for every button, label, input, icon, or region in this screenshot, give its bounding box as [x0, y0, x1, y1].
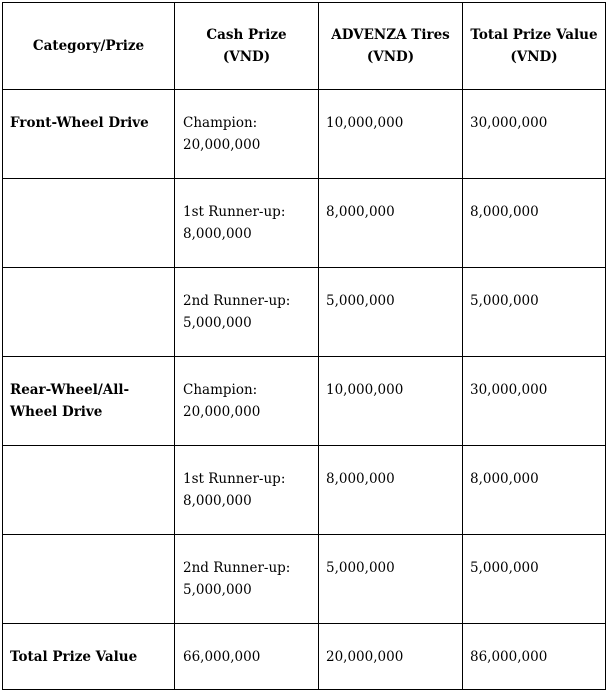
header-cash-prize: Cash Prize (VND)	[175, 3, 319, 90]
grand-total-cell: 86,000,000	[463, 624, 606, 690]
cash-prize-cell: Champion: 20,000,000	[175, 90, 319, 179]
table-row	[3, 90, 606, 179]
tires-cell: 5,000,000	[319, 535, 463, 624]
category-cell	[3, 179, 175, 268]
cash-prize-cell: 2nd Runner-up: 5,000,000	[175, 268, 319, 357]
header-category: Category/Prize	[3, 3, 175, 90]
tires-cell: 10,000,000	[319, 90, 463, 179]
total-cell: 30,000,000	[463, 90, 606, 179]
table-row	[3, 446, 606, 535]
total-tires-cell: 20,000,000	[319, 624, 463, 690]
cash-prize-cell: 2nd Runner-up: 5,000,000	[175, 535, 319, 624]
header-advenza-tires: ADVENZA Tires (VND)	[319, 3, 463, 90]
cash-prize-cell: 1st Runner-up: 8,000,000	[175, 446, 319, 535]
tires-cell: 5,000,000	[319, 268, 463, 357]
category-cell: Rear-Wheel/All-Wheel Drive	[3, 357, 175, 446]
table-row	[3, 357, 606, 446]
total-cell: 8,000,000	[463, 179, 606, 268]
total-row	[3, 624, 606, 690]
total-category-cell: Total Prize Value	[3, 624, 175, 690]
table-row	[3, 268, 606, 357]
tires-cell: 8,000,000	[319, 179, 463, 268]
category-cell	[3, 446, 175, 535]
total-cash-cell: 66,000,000	[175, 624, 319, 690]
category-cell: Front-Wheel Drive	[3, 90, 175, 179]
cash-prize-cell: 1st Runner-up: 8,000,000	[175, 179, 319, 268]
table-row	[3, 179, 606, 268]
table-row	[3, 535, 606, 624]
header-row	[3, 3, 606, 90]
category-cell	[3, 535, 175, 624]
total-cell: 5,000,000	[463, 268, 606, 357]
prize-table	[2, 2, 606, 690]
tires-cell: 10,000,000	[319, 357, 463, 446]
cash-prize-cell: Champion: 20,000,000	[175, 357, 319, 446]
total-cell: 5,000,000	[463, 535, 606, 624]
total-cell: 30,000,000	[463, 357, 606, 446]
category-cell	[3, 268, 175, 357]
tires-cell: 8,000,000	[319, 446, 463, 535]
header-total-prize-value: Total Prize Value (VND)	[463, 3, 606, 90]
total-cell: 8,000,000	[463, 446, 606, 535]
